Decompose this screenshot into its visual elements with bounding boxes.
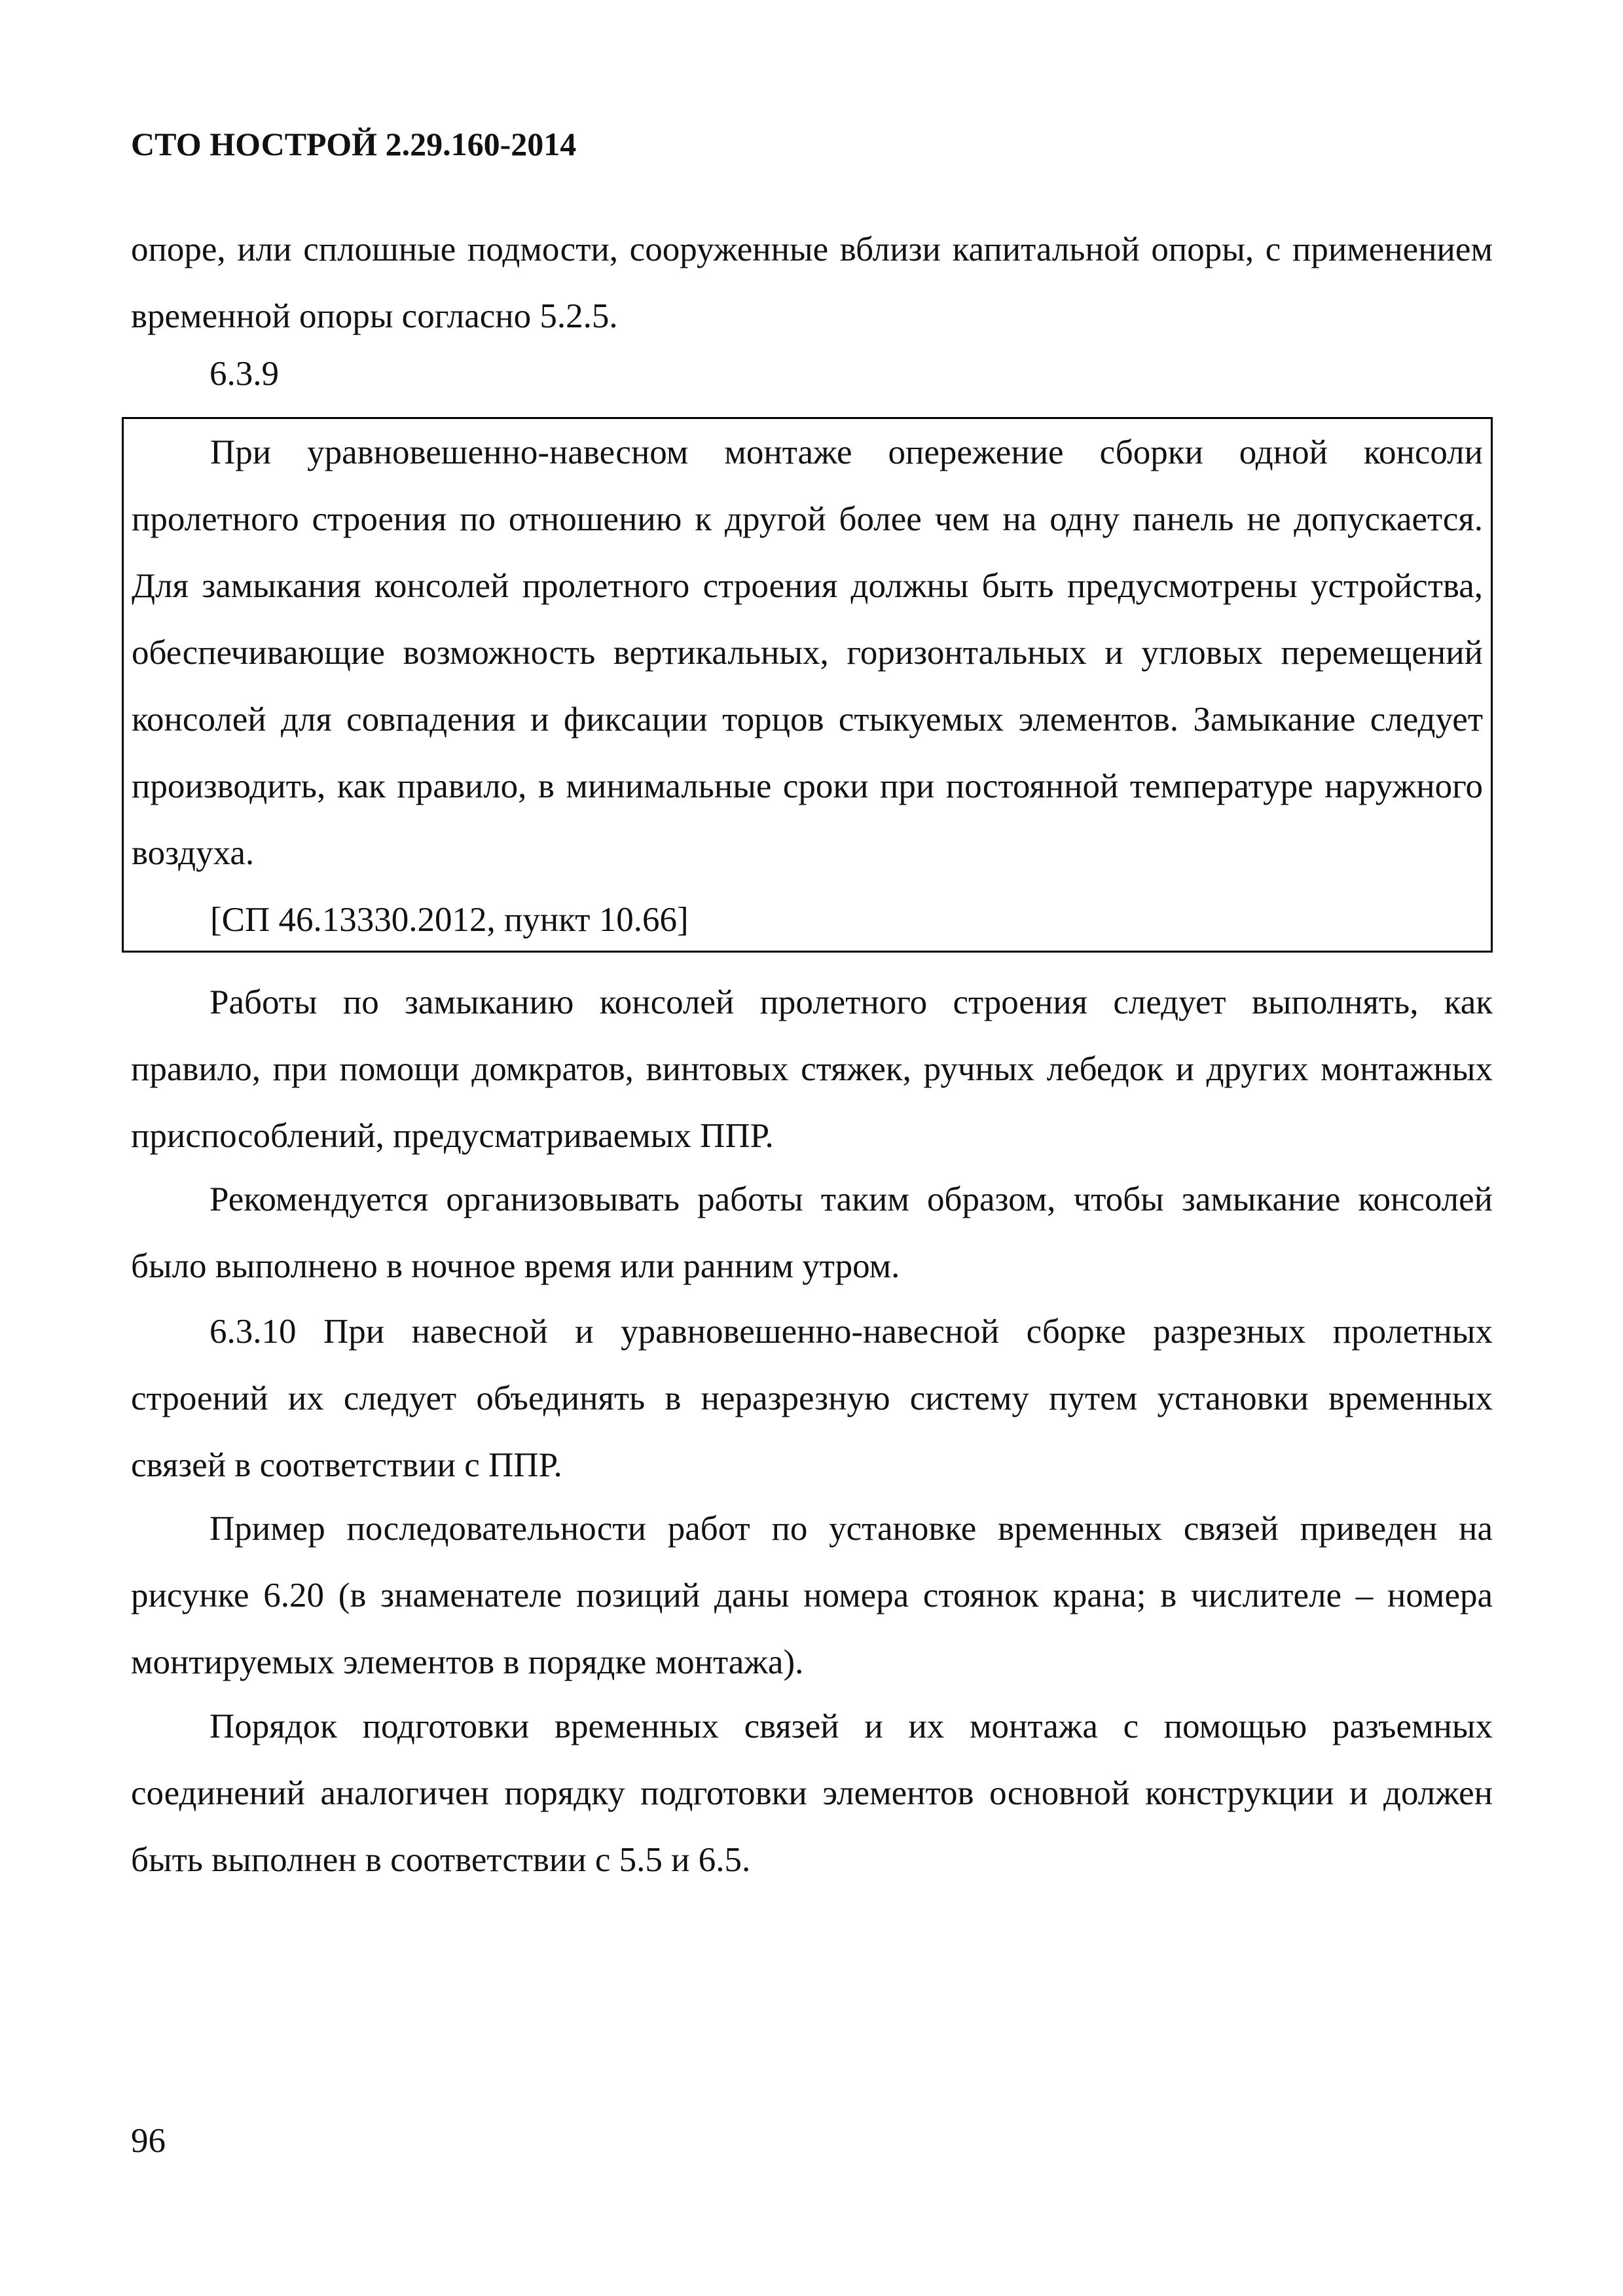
intro-paragraph: опоре, или сплошные подмости, сооруженные вблизи капитальной опоры, с применением временной опоры согласно 5.2.5. [131,230,1493,335]
paragraph: Работы по замыканию консолей пролетного строения следует выполнять, как правило, при помощи домкратов, винтовых стяжек, ручных лебедок и других монтажных приспособлений, предусматриваемых ППР. [131,983,1493,1155]
document-header: СТО НОСТРОЙ 2.29.160-2014 [131,126,577,162]
paragraph: 6.3.10 При навесной и уравновешенно-навесной сборке разрезных пролетных строений их следует объединять в неразрезную систему путем установки временных связей в соответствии с ППР. [131,1313,1493,1484]
paragraph: Порядок подготовки временных связей и их монтажа с помощью разъемных соединений аналогичен порядку подготовки элементов основной конструкции и должен быть выполнен в соответствии с 5.5 и 6.5. [131,1707,1493,1879]
page-number: 96 [131,2122,166,2160]
boxed-quotation [122,417,1493,953]
paragraph: Пример последовательности работ по установке временных связей приведен на рисунке 6.20 (в знаменателе позиций даны номера стоянок крана; в числителе – номера монтируемых элементов в порядке монтажа). [131,1510,1493,1681]
source-reference: [СП 46.13330.2012, пункт 10.66] [210,901,689,939]
boxed-quotation-text: При уравновешенно-навесном монтаже опережение сборки одной консоли пролетного строения по отношению к другой более чем на одну панель не допускается. Для замыкания консолей пролетного строения должны быть предусмотрены устройства, обеспечивающие возможность вертикальных, горизонтальных и угловых перемещений консолей для совпадения и фиксации торцов стыкуемых элементов. Замыкание следует производить, как правило, в минимальные сроки при постоянной температуре наружного воздуха. [132,433,1483,872]
paragraph: Рекомендуется организовывать работы таким образом, чтобы замыкание консолей было выполнено в ночное время или ранним утром. [131,1180,1493,1285]
clause-number: 6.3.9 [210,355,279,393]
